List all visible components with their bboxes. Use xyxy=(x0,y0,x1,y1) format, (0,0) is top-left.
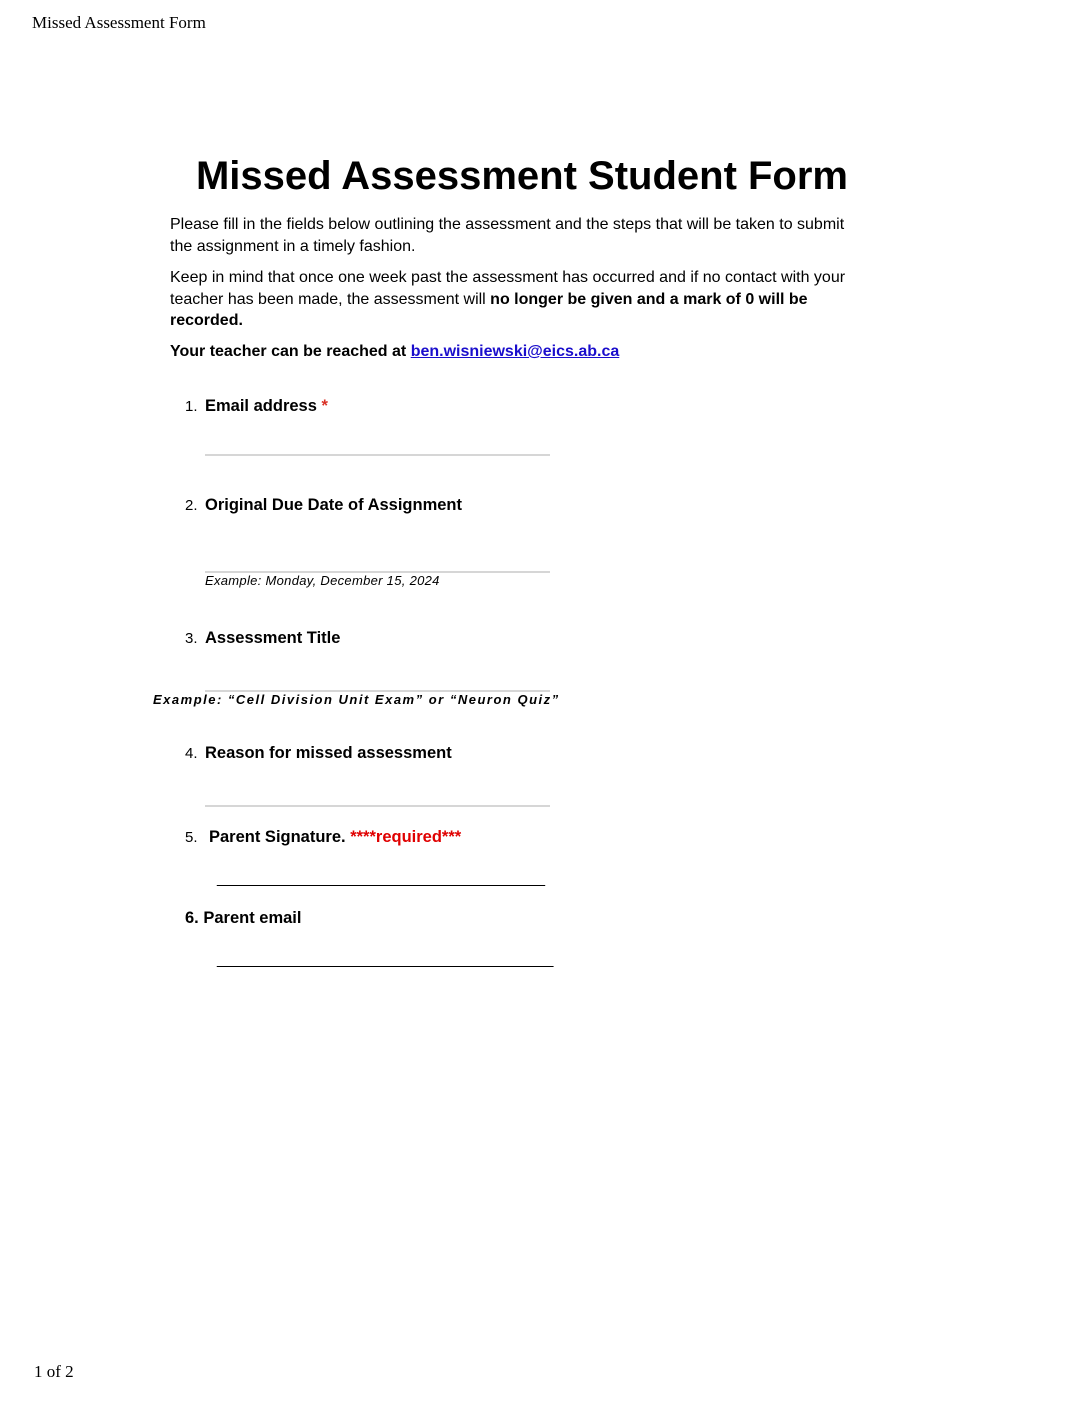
intro-paragraph-1: Please fill in the fields below outlining the assessment and the steps that will be taken to submit the assignment in a timely fashion. xyxy=(170,216,845,255)
assessment-title-example: Example: “Cell Division Unit Exam” or “Neuron Quiz” xyxy=(153,692,560,707)
required-asterisk: * xyxy=(321,397,328,415)
teacher-contact xyxy=(170,341,870,363)
question-label: Original Due Date of Assignment xyxy=(205,496,463,514)
page-number: 1 of 2 xyxy=(34,1362,74,1381)
question-parent-email xyxy=(185,909,301,928)
parent-signature-field[interactable]: _______________________________________ xyxy=(217,870,545,887)
question-reason xyxy=(185,744,452,763)
question-parent-signature xyxy=(185,828,461,847)
question-label: 6. Parent email xyxy=(185,909,302,927)
email-address-field[interactable] xyxy=(205,454,550,456)
intro-paragraph-2-text: Keep in mind that once one week past the assessment has occurred and if no contact with your teacher has been made, the assessment will xyxy=(170,269,846,308)
form-title: Missed Assessment Student Form xyxy=(195,154,848,198)
question-label: Parent Signature. xyxy=(209,828,346,846)
teacher-email-link[interactable]: ben.wisniewski@eics.ab.ca xyxy=(410,343,620,360)
teacher-contact-label: Your teacher can be reached at xyxy=(170,343,411,360)
question-label: Email address xyxy=(205,397,317,415)
question-number: 3. xyxy=(185,630,198,647)
document-header-title: Missed Assessment Form xyxy=(32,13,206,32)
required-label: ****required*** xyxy=(350,828,462,846)
question-assessment-title xyxy=(185,629,340,648)
question-label: Assessment Title xyxy=(205,629,341,647)
question-number: 4. xyxy=(185,745,198,762)
due-date-example: Example: Monday, December 15, 2024 xyxy=(205,573,440,588)
question-email-address xyxy=(185,397,328,416)
intro-paragraph-2-warning: no longer be given and a mark of 0 will be recorded. xyxy=(170,290,808,329)
question-number: 2. xyxy=(185,497,198,514)
question-due-date xyxy=(185,496,462,515)
intro-paragraph-2 xyxy=(170,267,870,332)
question-number: 1. xyxy=(185,398,198,415)
parent-email-field[interactable]: ________________________________________ xyxy=(217,951,553,968)
question-label: Reason for missed assessment xyxy=(205,744,452,762)
question-number: 5. xyxy=(185,829,198,846)
reason-field[interactable] xyxy=(205,805,550,807)
